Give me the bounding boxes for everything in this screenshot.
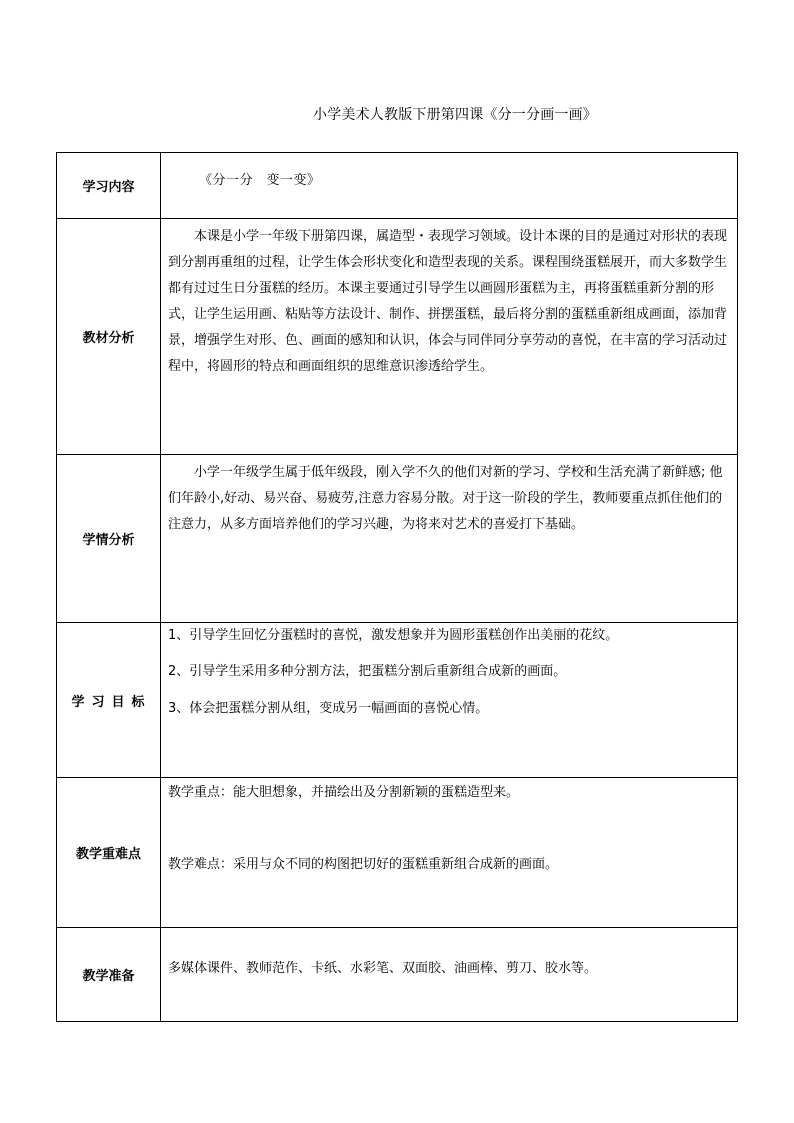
cell-material-analysis — [161, 219, 738, 455]
row-student-analysis — [57, 455, 738, 623]
row-key-points — [57, 778, 738, 928]
row-material-analysis — [57, 219, 738, 455]
student-analysis-text: 小学一年级学生属于低年级段，刚入学不久的他们对新的学习、学校和生活充满了新鲜感; 他们年龄小,好动、易兴奋、易疲劳,注意力容易分散。对于这一阶段的学生，教师要重点抓住他们的注意力，从多方面培养他们的学习兴趣，为将来对艺术的喜爱打下基础。 — [168, 465, 723, 532]
material-analysis-text: 本课是小学一年级下册第四课，属造型・表现学习领域。设计本课的目的是通过对形状的表现到分割再重组的过程，让学生体会形状变化和造型表现的关系。课程围绕蛋糕展开，而大多数学生都有过过生日分蛋糕的经历。本课主要通过引导学生以画圆形蛋糕为主，再将蛋糕重新分割的形式，让学生运用画、粘贴等方法设计、制作、拼摆蛋糕，最后将分割的蛋糕重新组成画面，添加背景，增强学生对形、色、画面的感知和认识，体会与同伴同分享劳动的喜悦，在丰富的学习活动过程中，将圆形的特点和画面组织的思维意识渗透给学生。 — [168, 229, 728, 374]
teaching-focus-text: 教学重点：能大胆想象，并描绘出及分割新颖的蛋糕造型来。 — [168, 785, 520, 800]
label-student-analysis: 学情分析 — [57, 455, 161, 623]
preparation-text: 多媒体课件、教师范作、卡纸、水彩笔、双面胶、油画棒、剪刀、胶水等。 — [168, 961, 598, 976]
cell-preparation — [161, 928, 738, 1022]
label-key-points: 教学重难点 — [57, 778, 161, 928]
goal-item: 3、体会把蛋糕分割从组，变成另一幅画面的喜悦心情。 — [168, 701, 489, 716]
cell-learning-goals — [161, 623, 738, 778]
teaching-difficulty-text: 教学难点：采用与众不同的构图把切好的蛋糕重新组合成新的画面。 — [168, 857, 559, 872]
label-preparation: 教学准备 — [57, 928, 161, 1022]
goal-item: 1、引导学生回忆分蛋糕时的喜悦，激发想象并为圆形蛋糕创作出美丽的花纹。 — [168, 628, 619, 643]
document-title: 小学美术人教版下册第四课《分一分画一画》 — [313, 107, 597, 123]
goal-item: 2、引导学生采用多种分割方法，把蛋糕分割后重新组合成新的画面。 — [168, 664, 567, 679]
label-learning-goals: 学习目标 — [57, 623, 161, 778]
label-learning-content: 学习内容 — [57, 153, 161, 219]
row-preparation — [57, 928, 738, 1022]
cell-student-analysis — [161, 455, 738, 623]
row-learning-content — [57, 153, 738, 219]
cell-key-points — [161, 778, 738, 928]
label-material-analysis: 教材分析 — [57, 219, 161, 455]
cell-learning-content — [161, 153, 738, 219]
row-learning-goals — [57, 623, 738, 778]
learning-content-text: 《分一分 变一变》 — [199, 173, 321, 188]
lesson-plan-table — [56, 152, 738, 1022]
